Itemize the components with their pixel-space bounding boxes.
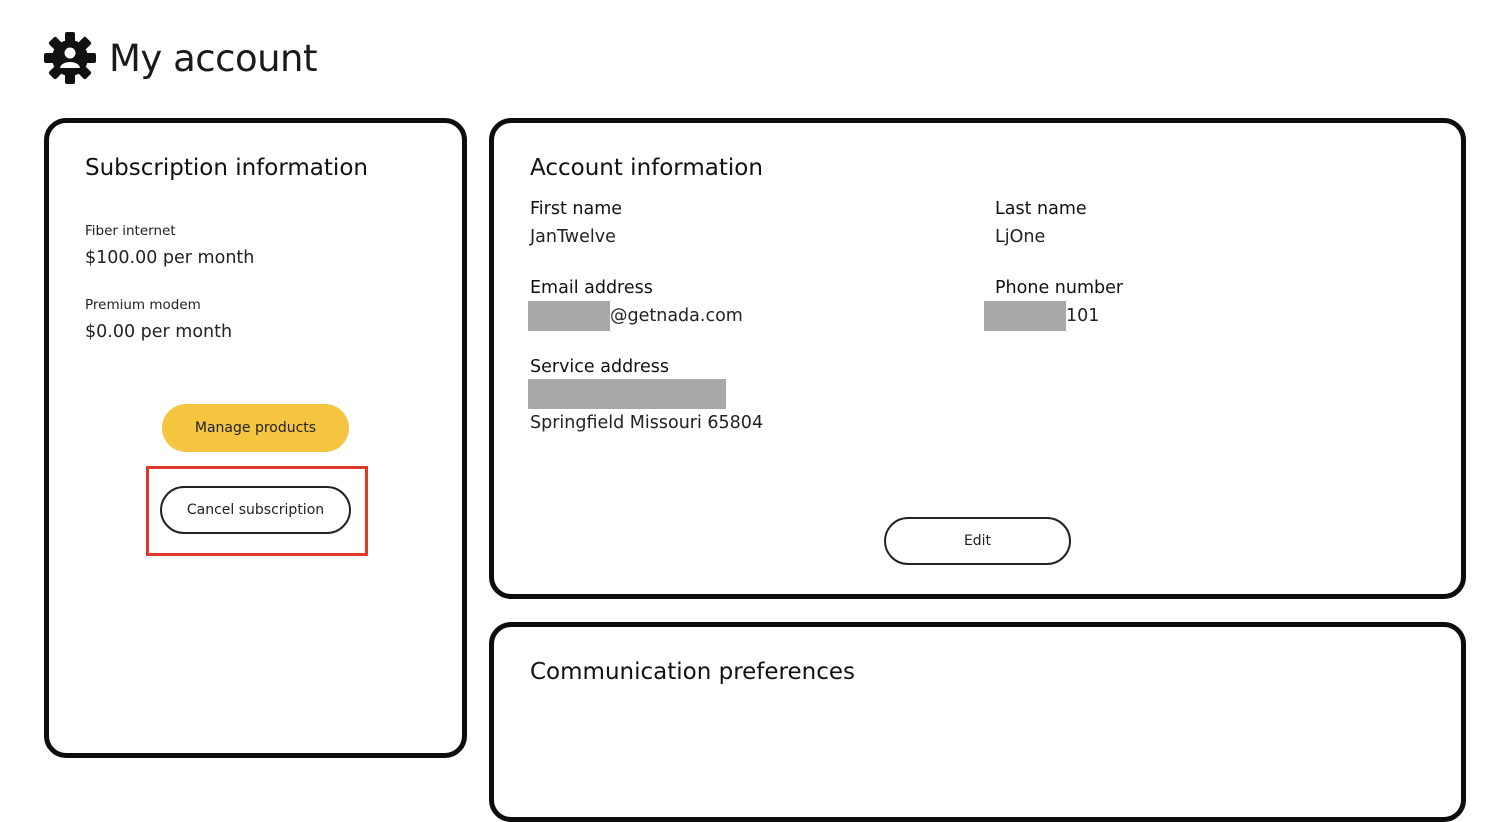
edit-button[interactable]: Edit [884, 517, 1071, 565]
email-address-label: Email address [530, 278, 653, 298]
email-redaction [528, 301, 610, 331]
service-address-line1 [528, 379, 726, 409]
first-name-label: First name [530, 199, 623, 219]
cancel-subscription-highlight [146, 466, 368, 556]
manage-products-button[interactable]: Manage products [162, 404, 349, 452]
gear-user-icon [43, 31, 97, 85]
email-address-value [528, 301, 743, 331]
fiber-internet-label: Fiber internet [85, 223, 176, 239]
last-name-value: LjOne [995, 227, 1046, 247]
account-information-title: Account information [530, 155, 763, 181]
subscription-card [44, 118, 467, 758]
cancel-subscription-button[interactable]: Cancel subscription [160, 486, 351, 534]
premium-modem-label: Premium modem [85, 297, 201, 313]
email-domain: @getnada.com [610, 306, 743, 326]
service-address-label: Service address [530, 357, 669, 377]
phone-redaction [984, 301, 1066, 331]
phone-suffix: 101 [1066, 306, 1100, 326]
page-header [43, 30, 317, 86]
service-address-line2: Springfield Missouri 65804 [530, 413, 764, 433]
account-information-card [489, 118, 1466, 599]
communication-preferences-card [489, 622, 1466, 822]
address-redaction [528, 379, 726, 409]
last-name-label: Last name [995, 199, 1087, 219]
page-title: My account [109, 36, 317, 80]
communication-preferences-title: Communication preferences [530, 659, 855, 685]
first-name-value: JanTwelve [530, 227, 616, 247]
fiber-internet-price: $100.00 per month [85, 248, 255, 268]
subscription-title: Subscription information [85, 155, 368, 181]
premium-modem-price: $0.00 per month [85, 322, 233, 342]
phone-number-value [984, 301, 1099, 331]
phone-number-label: Phone number [995, 278, 1124, 298]
